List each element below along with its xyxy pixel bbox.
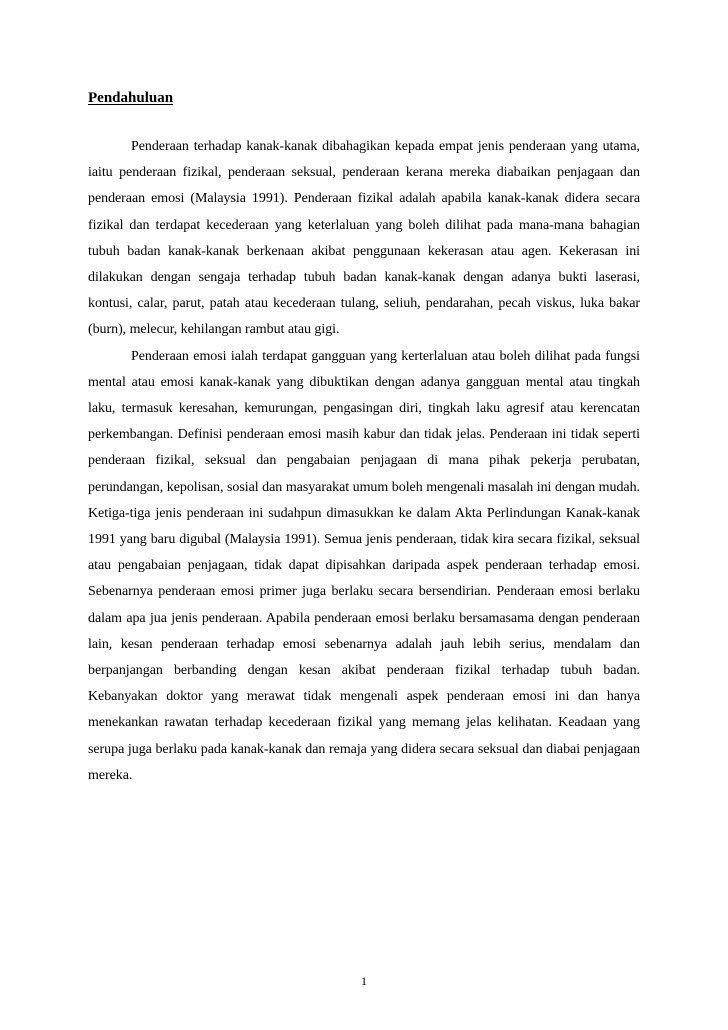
document-body [88,134,640,789]
page-number: 1 [361,974,367,988]
section-heading: Pendahuluan [88,90,174,106]
paragraph-physical-abuse: Penderaan terhadap kanak-kanak dibahagikan kepada empat jenis penderaan yang utama, iaitu penderaan fizikal, penderaan seksual, penderaan kerana mereka diabaikan penjagaan dan penderaan emosi (Malaysia 1991). Penderaan fizikal adalah apabila kanak-kanak didera secara fizikal dan terdapat kecederaan yang keterlaluan yang boleh dilihat pada mana-mana bahagian tubuh badan kanak-kanak berkenaan akibat penggunaan kekerasan atau agen. Kekerasan ini dilakukan dengan sengaja terhadap tubuh badan kanak-kanak dengan adanya bukti laserasi, kontusi, calar, parut, patah atau kecederaan tulang, seliuh, pendarahan, pecah viskus, luka bakar (burn), melecur, kehilangan rambut atau gigi. [88,139,640,338]
paragraph-emotional-abuse: Penderaan emosi ialah terdapat gangguan yang kerterlaluan atau boleh dilihat pada fungsi mental atau emosi kanak-kanak yang dibuktikan dengan adanya gangguan mental atau tingkah laku, termasuk keresahan, kemurungan, pengasingan diri, tingkah laku agresif atau kerencatan perkembangan. Definisi penderaan emosi masih kabur dan tidak jelas. Penderaan ini tidak seperti penderaan fizikal, seksual dan pengabaian penjagaan di mana pihak pekerja perubatan, perundangan, kepolisan, sosial dan masyarakat umum boleh mengenali masalah ini dengan mudah. Ketiga-tiga jenis penderaan ini sudahpun dimasukkan ke dalam Akta Perlindungan Kanak-kanak 1991 yang baru digubal (Malaysia 1991). Semua jenis penderaan, tidak kira secara fizikal, seksual atau pengabaian penjagaan, tidak dapat dipisahkan daripada aspek penderaan terhadap emosi. Sebenarnya penderaan emosi primer juga berlaku secara bersendirian. Penderaan emosi berlaku dalam apa jua jenis penderaan. Apabila penderaan emosi berlaku bersamasama dengan penderaan lain, kesan penderaan terhadap emosi sebenarnya adalah jauh lebih serius, mendalam dan berpanjangan berbanding dengan kesan akibat penderaan fizikal terhadap tubuh badan. Kebanyakan doktor yang merawat tidak mengenali aspek penderaan emosi ini dan hanya menekankan rawatan terhadap kecederaan fizikal yang memang jelas kelihatan. Keadaan yang serupa juga berlaku pada kanak-kanak dan remaja yang didera secara seksual dan diabai penjagaan mereka. [88,348,640,783]
